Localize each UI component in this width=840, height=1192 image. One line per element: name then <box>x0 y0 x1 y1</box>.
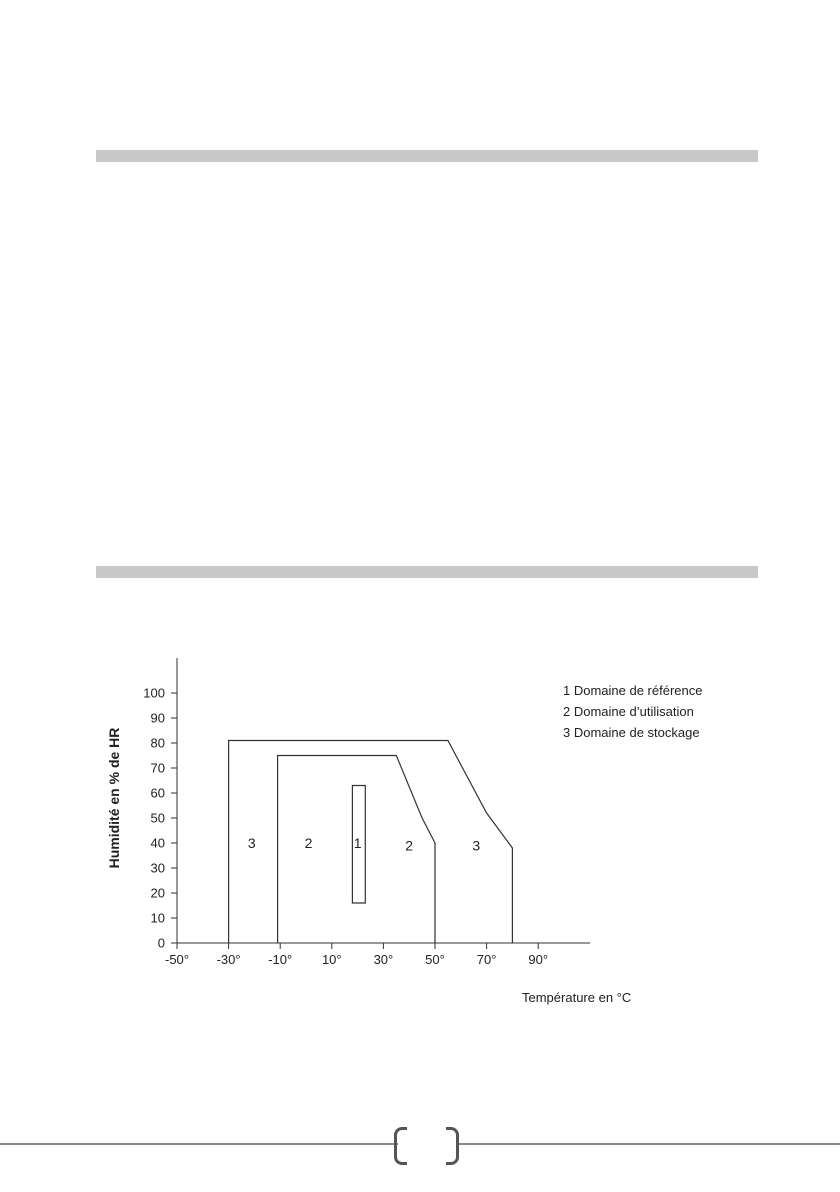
legend-entry-1: 1 Domaine de référence <box>563 683 703 698</box>
y-tick-label: 50 <box>150 810 165 826</box>
x-tick-label: 30° <box>373 952 394 967</box>
x-tick-label: 10° <box>321 952 342 967</box>
section-divider-top <box>96 150 758 162</box>
legend-entry-3: 3 Domaine de stockage <box>563 725 700 740</box>
section-divider-bottom <box>96 566 758 578</box>
y-tick-label: 80 <box>150 735 165 751</box>
domain-regions <box>229 741 513 944</box>
domain-label-3: 3 <box>472 837 481 854</box>
x-tick-label: 90° <box>528 952 549 967</box>
domain-label-3: 3 <box>247 835 256 851</box>
y-axis-label: Humidité en % de HR <box>106 727 122 869</box>
y-tick-label: 40 <box>150 835 165 851</box>
x-axis-ticks <box>165 943 548 967</box>
y-tick-label: 0 <box>157 935 165 951</box>
y-tick-label: 70 <box>150 760 165 776</box>
y-tick-label: 60 <box>150 785 165 801</box>
page-number-bracket-left <box>394 1127 407 1165</box>
y-axis-ticks <box>143 686 177 951</box>
chart-axes <box>177 658 590 943</box>
x-tick-label: 50° <box>425 952 445 967</box>
domain-3-outline <box>229 741 513 944</box>
domain-label-2: 2 <box>304 835 313 851</box>
y-tick-label: 20 <box>150 885 165 901</box>
y-tick-label: 100 <box>143 685 165 701</box>
footer-rule-right <box>458 1143 840 1145</box>
domain-label-2: 2 <box>405 837 414 854</box>
chart-legend <box>563 683 702 740</box>
y-tick-label: 10 <box>150 910 165 926</box>
x-tick-label: -50° <box>165 952 189 967</box>
y-tick-label: 30 <box>150 860 165 876</box>
climate-domain-chart <box>0 640 840 1020</box>
legend-entry-2: 2 Domaine d’utilisation <box>563 704 694 719</box>
x-tick-label: 70° <box>476 952 497 967</box>
domain-label-1: 1 <box>353 835 362 851</box>
page-number-bracket-right <box>446 1127 459 1165</box>
x-tick-label: -10° <box>268 952 293 967</box>
x-tick-label: -30° <box>216 952 241 967</box>
domain-region-labels <box>248 835 480 854</box>
footer-rule-left <box>0 1143 398 1145</box>
y-tick-label: 90 <box>150 710 165 726</box>
x-axis-label: Température en °C <box>522 990 632 1005</box>
